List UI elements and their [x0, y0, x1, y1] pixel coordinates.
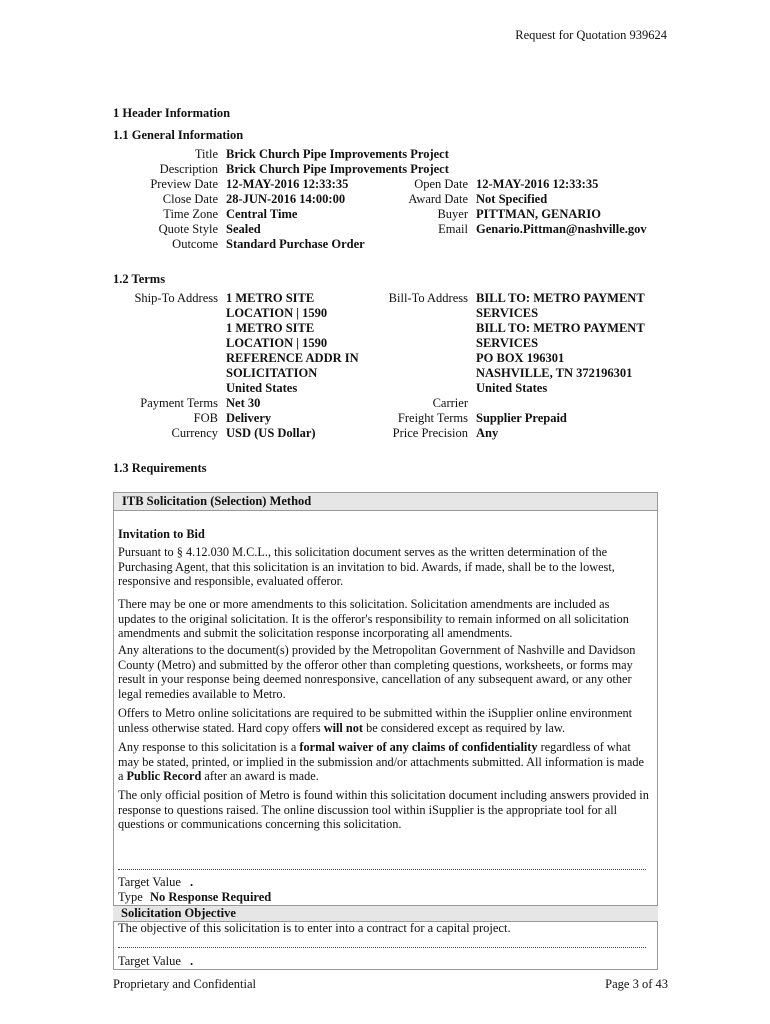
p5-public-record: Public Record — [126, 769, 202, 784]
currency-value: USD (US Dollar) — [226, 426, 316, 440]
type-value: No Response Required — [149, 890, 272, 904]
bill-to-line: BILL TO: METRO PAYMENT — [476, 291, 645, 305]
target-value-value-2: . — [190, 954, 194, 968]
freight-terms-label: Freight Terms — [397, 411, 468, 425]
p5-text: Any response to this solicitation is a — [118, 740, 300, 754]
ship-to-line: LOCATION | 1590 — [226, 306, 328, 320]
paragraph-1: Pursuant to § 4.12.030 M.C.L., this solicitation document serves as the written determination of the Purchasing Agent, that this solicitation is an invitation to bid. Awards, if made, shall be to the lowest, responsive and responsible, evaluated offeror. — [118, 545, 615, 589]
p4-emphasis: will not — [323, 720, 363, 735]
description-value: Brick Church Pipe Improvements Project — [226, 162, 449, 176]
award-date-label: Award Date — [408, 192, 468, 206]
quote-style-label: Quote Style — [158, 222, 218, 236]
outcome-label: Outcome — [172, 237, 218, 251]
ship-to-line: 1 METRO SITE — [226, 291, 315, 305]
close-date-label: Close Date — [162, 192, 218, 206]
paragraph-2: There may be one or more amendments to this solicitation. Solicitation amendments are included as updates to the original solicitation. It is the offeror's responsibility to remain informed on all solicitation amendments and submit the solicitation response incorporating all amendments. — [118, 597, 629, 641]
section-terms: 1.2 Terms — [113, 272, 166, 286]
document-title: Request for Quotation 939624 — [515, 28, 667, 42]
invitation-heading: Invitation to Bid — [118, 527, 205, 541]
dotted-separator — [118, 869, 646, 870]
outcome-value: Standard Purchase Order — [226, 237, 365, 251]
quote-style-value: Sealed — [226, 222, 261, 236]
target-value-row — [118, 875, 193, 890]
section-header-information: 1 Header Information — [113, 106, 231, 120]
target-value-row-2 — [118, 954, 193, 969]
bill-to-line: SERVICES — [476, 336, 539, 350]
buyer-value: PITTMAN, GENARIO — [476, 207, 602, 221]
ship-to-line: 1 METRO SITE — [226, 321, 315, 335]
target-value-label: Target Value — [118, 875, 181, 889]
paragraph-4 — [118, 706, 650, 735]
p5-text-mid: regardless of what may be stated, printed, or implied in the submission and/or attachments submitted. All information is made a — [118, 740, 644, 784]
section-requirements: 1.3 Requirements — [113, 461, 207, 475]
dotted-separator-2 — [118, 947, 646, 948]
bill-to-label: Bill-To Address — [388, 291, 468, 305]
open-date-label: Open Date — [414, 177, 468, 191]
solicitation-objective-title: Solicitation Objective — [121, 906, 236, 920]
fob-label: FOB — [193, 411, 218, 425]
paragraph-6: The only official position of Metro is found within this solicitation document including answers provided in response to questions raised. The online discussion tool within iSupplier is the appropriate tool for all questions or communications concerning this solicitation. — [118, 788, 649, 832]
section-general-information: 1.1 General Information — [113, 128, 244, 142]
bill-to-line: BILL TO: METRO PAYMENT — [476, 321, 645, 335]
email-link[interactable]: Genario.Pittman@nashville.gov — [476, 222, 647, 236]
bill-to-line: PO BOX 196301 — [476, 351, 565, 365]
currency-label: Currency — [171, 426, 218, 440]
preview-date-label: Preview Date — [150, 177, 218, 191]
ship-to-line: United States — [226, 381, 298, 395]
close-date-value: 28-JUN-2016 14:00:00 — [226, 192, 346, 206]
open-date-value: 12-MAY-2016 12:33:35 — [476, 177, 599, 191]
ship-to-address — [226, 291, 359, 396]
paragraph-5 — [118, 740, 650, 784]
itb-method-header: ITB Solicitation (Selection) Method — [114, 493, 657, 511]
target-value-value: . — [190, 875, 194, 889]
ship-to-line: LOCATION | 1590 — [226, 336, 328, 350]
payment-terms-value: Net 30 — [226, 396, 261, 410]
time-zone-value: Central Time — [226, 207, 298, 221]
paragraph-3: Any alterations to the document(s) provided by the Metropolitan Government of Nashville and Davidson County (Metro) and submitted by the offeror other than completing questions, worksheets, or forms may result in your response being deemed nonresponsive, cancellation of any subsequent award, or any other legal remedies available to Metro. — [118, 643, 636, 701]
title-value: Brick Church Pipe Improvements Project — [226, 147, 449, 161]
p4-text: Offers to Metro online solicitations are required to be submitted within the iSupplier online environment unless otherwise stated. Hard copy offers — [118, 706, 633, 735]
fob-value: Delivery — [226, 411, 272, 425]
award-date-value: Not Specified — [476, 192, 548, 206]
footer-confidential: Proprietary and Confidential — [113, 977, 257, 991]
payment-terms-label: Payment Terms — [140, 396, 218, 410]
objective-text: The objective of this solicitation is to enter into a contract for a capital project. — [118, 921, 511, 935]
price-precision-value: Any — [476, 426, 499, 440]
bill-to-line: United States — [476, 381, 548, 395]
target-value-label-2: Target Value — [118, 954, 181, 968]
page-number: Page 3 of 43 — [605, 977, 668, 991]
bill-to-line: NASHVILLE, TN 372196301 — [476, 366, 633, 380]
type-label: Type — [118, 890, 143, 904]
bill-to-address — [476, 291, 645, 396]
description-label: Description — [159, 162, 218, 176]
time-zone-label: Time Zone — [163, 207, 218, 221]
bill-to-line: SERVICES — [476, 306, 539, 320]
p5-text-end: after an award is made. — [201, 769, 319, 784]
buyer-label: Buyer — [437, 207, 468, 221]
ship-to-line: SOLICITATION — [226, 366, 318, 380]
price-precision-label: Price Precision — [392, 426, 468, 440]
solicitation-objective-header — [113, 905, 658, 922]
carrier-label: Carrier — [432, 396, 468, 410]
preview-date-value: 12-MAY-2016 12:33:35 — [226, 177, 349, 191]
freight-terms-value: Supplier Prepaid — [476, 411, 567, 425]
email-label: Email — [438, 222, 468, 236]
title-label: Title — [194, 147, 218, 161]
p5-emphasis: formal waiver of any claims of confidentiality — [299, 740, 538, 754]
ship-to-label: Ship-To Address — [134, 291, 218, 305]
type-row — [118, 890, 271, 905]
p4-text-end: be considered except as required by law. — [363, 720, 566, 735]
ship-to-line: REFERENCE ADDR IN — [226, 351, 359, 365]
